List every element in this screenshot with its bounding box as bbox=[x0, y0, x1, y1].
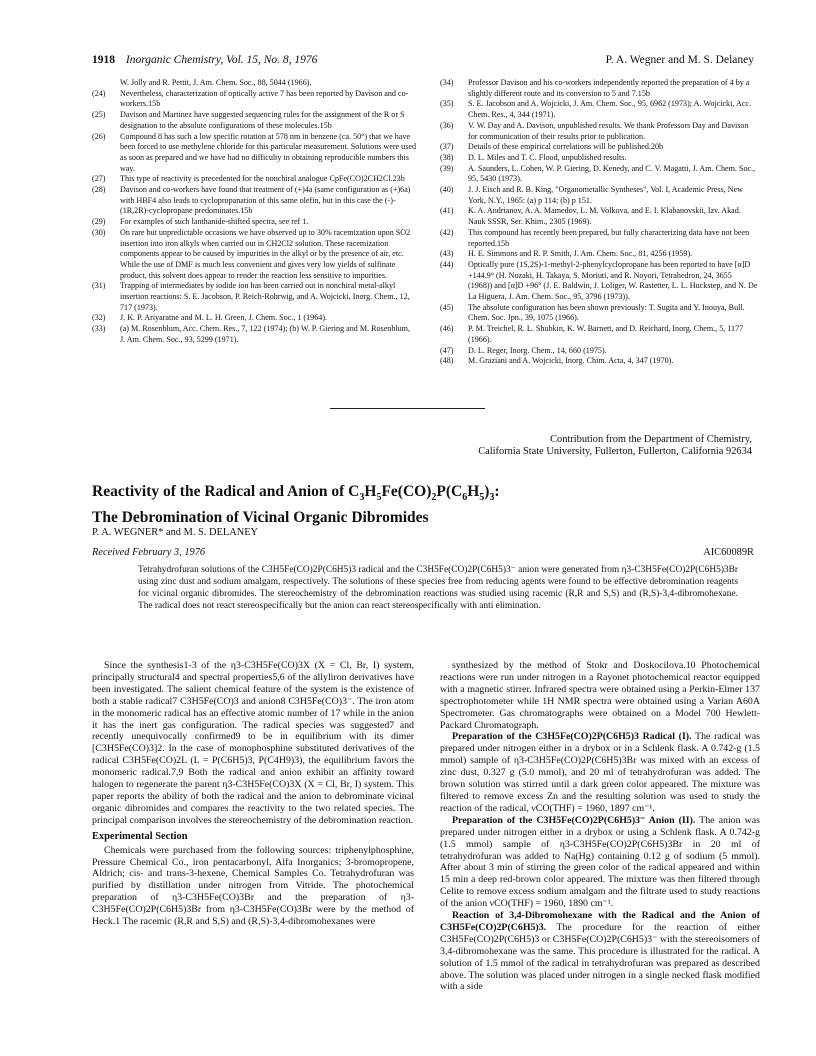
reference-text: D. L. Reger, Inorg. Chem., 14, 660 (1975). bbox=[468, 345, 607, 355]
reference-item bbox=[440, 324, 758, 345]
reference-number bbox=[92, 78, 120, 89]
reference-text: (a) M. Rosenblum, Acc. Chem. Res., 7, 122 (1974); (b) W. P. Giering and M. Rosenblum, J. Am. Chem. Soc., 93, 5299 (1971). bbox=[120, 324, 411, 344]
reference-number: (39) bbox=[440, 163, 454, 173]
reference-number: (30) bbox=[92, 227, 106, 237]
references-left-column bbox=[92, 78, 417, 346]
reference-text: Optically pure (1S,2S)-1-methyl-2-phenylcyclopropane has been reported to have [α]D +144.9° (H. Nozaki, H. Takaya, S. Moriuti, and R. Noyori, Tetrahedron, 24, 3655 (1968)) and [α]D +96° (J. E. Baldwin, J. Loliger, W. Rastetter, L. L. Huckstep, and N. De La Higuera, J. Am. Chem. Soc., 95, 3796 (1973)). bbox=[468, 259, 758, 302]
reference-text: A. Saunders, L. Cohen, W. P. Giering, D. Kenedy, and C. V. Magatti, J. Am. Chem. Soc., 95, 5430 (1973). bbox=[468, 163, 756, 184]
reference-item bbox=[92, 174, 417, 185]
references-right-column bbox=[440, 78, 758, 367]
reference-text: The absolute configuration has been shown previously: T. Sugita and Y. Inouya, Bull. Chem. Soc. Jpn., 39, 1075 (1966). bbox=[468, 302, 745, 323]
reference-number: (42) bbox=[440, 227, 454, 237]
reference-text: Davison and co-workers have found that treatment of (+)4a (same configuration as (+)6a) with HBF4 also leads to cyclopropanation of this same olefin, but in this case the (-)-(1R,2R)-cyclopropane predominates.15b bbox=[120, 185, 411, 216]
abstract: Tetrahydrofuran solutions of the C3H5Fe(CO)2P(C6H5)3 radical and the C3H5Fe(CO)2P(C6H5)3⁻ anion were generated from η3-C3H5Fe(CO)2P(C6H5)3Br using zinc dust and sodium amalgam, respectively. The solutions of these species free from reducing agents were found to be effective debromination reagents for vicinal organic dibromides. The stereochemistry of the debromination reactions was studied using racemic (R,R and S,S) and (R,S)-3,4-dibromohexane. The radical does not react stereospecifically but the anion can react stereospecifically with anti elimination. bbox=[138, 565, 738, 612]
reference-item bbox=[440, 121, 758, 142]
reference-item bbox=[92, 78, 417, 89]
reference-text: W. Jolly and R. Pettit, J. Am. Chem. Soc., 88, 5044 (1966). bbox=[120, 78, 312, 87]
reference-item bbox=[440, 249, 758, 260]
reference-item bbox=[440, 99, 758, 120]
running-header bbox=[92, 54, 754, 72]
reference-item bbox=[440, 346, 758, 357]
reference-text: D. L. Miles and T. C. Flood, unpublished results. bbox=[468, 152, 627, 162]
reference-number: (32) bbox=[92, 313, 106, 323]
reference-item bbox=[92, 313, 417, 324]
reference-text: Compound 8 has such a low specific rotation at 578 nm in benzene (ca. 50°) that we have been forced to use methylene chloride for this particular measurement. Solutions were used as soon as prepared and we have had no difficulty in obtaining reproducible numbers this way. bbox=[120, 131, 416, 173]
reference-text: S. E. Jacobson and A. Wojcicki, J. Am. Chem. Soc., 95, 6962 (1973); A. Wojcicki, Acc. Chem. Res., 4, 344 (1971). bbox=[468, 99, 752, 120]
section-divider bbox=[330, 408, 485, 409]
reference-item bbox=[440, 78, 758, 99]
reference-text: Details of these empirical correlations will be published.20b bbox=[468, 142, 664, 152]
experimental-heading: Experimental Section bbox=[92, 830, 188, 842]
reference-number: (43) bbox=[440, 249, 454, 259]
reference-item bbox=[92, 217, 417, 228]
reference-number: (48) bbox=[440, 356, 454, 366]
reference-number: (31) bbox=[92, 281, 106, 291]
reference-text: P. M. Treichel, R. L. Shubkin, K. W. Barnett, and D. Reichard, Inorg. Chem., 5, 1177 (1966). bbox=[468, 324, 744, 344]
reference-number: (40) bbox=[440, 185, 454, 195]
received-date: Received February 3, 1976 bbox=[92, 547, 206, 558]
reference-item bbox=[440, 164, 758, 185]
article-subtitle: The Debromination of Vicinal Organic Dibromides bbox=[92, 509, 429, 527]
reference-item bbox=[440, 153, 758, 164]
article-code: AIC60089R bbox=[703, 547, 754, 558]
reference-number: (45) bbox=[440, 302, 454, 312]
reference-item bbox=[440, 185, 758, 206]
reference-number: (35) bbox=[440, 99, 454, 109]
reference-item bbox=[92, 185, 417, 217]
reference-item bbox=[92, 228, 417, 282]
reference-text: Trapping of intermediates by iodide ion has been carried out in nonchiral metal-alkyl insertion reactions: S. E. Jacobson, P. Reich-Rohrwig, and A. Wojcicki, Inorg. Chem., 12, 717 (1973). bbox=[120, 281, 410, 312]
reference-item bbox=[440, 356, 758, 367]
reference-number: (33) bbox=[92, 324, 106, 334]
experimental-paragraph: Chemicals were purchased from the following sources: triphenylphosphine, Pressure Chemical Co., iron pentacarbonyl, Alfa Inorganics; 3-bromopropene, Aldrich; cis- and trans-3-hexene, Chemical Samples Co. Tetrahydrofuran was purified by distillation under nitrogen from Vitride. The photochemical preparation of η3-C3H5Fe(CO)3Br and the preparation of η3-C3H5Fe(CO)2P(C6H5)3Br from η3-C3H5Fe(CO)3Br were by the method of Heck.1 The racemic (R,R and S,S) and (R,S)-3,4-dibromohexanes were bbox=[92, 844, 414, 928]
reference-text: J. K. P. Ariyaratne and M. L. H. Green, J. Chem. Soc., 1 (1964). bbox=[120, 313, 328, 323]
reference-text: M. Graziani and A. Wojcicki, Inorg. Chim. Acta, 4, 347 (1970). bbox=[468, 356, 674, 366]
reference-item bbox=[440, 260, 758, 303]
reference-text: H. E. Simmons and R. P. Smith, J. Am. Chem. Soc., 81, 4256 (1959). bbox=[468, 249, 693, 259]
reference-item bbox=[92, 89, 417, 110]
reference-item bbox=[92, 324, 417, 345]
reference-text: On rare but unpredictable occasions we have observed up to 30% racemization upon SO2 insertion into iron alkyls when carried out in CH2Cl2 solution. These racemization components appear to be caused by impurities in the alkyl or by the presence of air, etc. While the use of DMF is much less convenient and gives very low yields of sulfinate product, this solvent does appear to render the reaction less sensitive to impurities. bbox=[120, 227, 411, 280]
reference-item bbox=[440, 228, 758, 249]
reference-text: This type of reactivity is precedented for the nonchiral analogue CpFe(CO)2CH2Cl.23b bbox=[120, 174, 405, 184]
article-authors: P. A. WEGNER* and M. S. DELANEY bbox=[92, 527, 259, 538]
radical-prep-paragraph: Preparation of the C3H5Fe(CO)2P(C6H5)3 Radical (I). The radical was prepared under nitrogen either in a drybox or in a Schlenk flask. A 0.742-g (1.5 mmol) sample of η3-C3H5Fe(CO)2P(C6H5)3Br was mixed with an excess of zinc dust, 0.327 g (5.0 mmol), and 20 ml of tetrahydrofuran was added. The brown solution was stirred until a dark green color appeared. The mixture was filtered to remove excess Zn and the resulting solution was used to study the reaction of the radical, νCO(THF) = 1960, 1897 cm⁻¹. bbox=[440, 731, 760, 814]
reference-item bbox=[92, 110, 417, 131]
reference-number: (24) bbox=[92, 88, 106, 98]
body-right-column bbox=[440, 660, 760, 993]
methods-paragraph: synthesized by the method of Stokr and Doskocilova.10 Photochemical reactions were run under nitrogen in a Rayonet photochemical reactor equipped with a magnetic stirrer. Infrared spectra were obtained using a Perkin-Elmer 137 spectrophotometer while 1H NMR spectra were obtained using a Varian A60A Spectrometer. Gas chromatographs were obtained on a Model 700 Hewlett-Packard Chromatograph. bbox=[440, 660, 760, 731]
reference-number: (36) bbox=[440, 120, 454, 130]
contribution-note bbox=[312, 434, 752, 458]
reference-text: For examples of such lanthanide-shifted spectra, see ref 1. bbox=[120, 217, 309, 227]
reference-number: (25) bbox=[92, 110, 106, 120]
reference-text: Professor Davison and his co-workers independently reported the preparation of 4 by a slightly different route and its conversion to 5 and 7.15b bbox=[468, 78, 750, 98]
reference-number: (41) bbox=[440, 206, 454, 216]
contribution-line-2: California State University, Fullerton, Fullerton, California 92634 bbox=[478, 446, 752, 458]
page-number: 1918 bbox=[92, 54, 115, 66]
body-left-column bbox=[92, 660, 414, 928]
reference-item bbox=[440, 303, 758, 324]
anion-prep-paragraph: Preparation of the C3H5Fe(CO)2P(C6H5)3⁻ Anion (II). The anion was prepared under nitrogen either in a drybox or using a Schlenk flask. A 0.742-g (1.5 mmol) sample of η3-C3H5Fe(CO)2P(C6H5)3Br in 20 ml of tetrahydrofuran was added to Na(Hg) containing 0.12 g of sodium (5 mmol). After about 3 min of stirring the green color of the radical appeared and within 15 min a deep red-brown color appeared. The mixture was then filtered through Celite to remove excess sodium amalgam and the filtrate used to study reactions of the anion νCO(THF) = 1960, 1890 cm⁻¹. bbox=[440, 814, 760, 910]
reference-number: (29) bbox=[92, 217, 106, 227]
reference-text: This compound has recently been prepared, but fully characterizing data have not been reported.15b bbox=[468, 227, 750, 248]
article-title: Reactivity of the Radical and Anion of $C_3H_5Fe(CO)_2P(C_6H_5)_3$: The Debromination of Vicinal Organic Dibromides bbox=[92, 483, 500, 527]
reference-number: (37) bbox=[440, 142, 454, 152]
journal-citation: Inorganic Chemistry, Vol. 15, No. 8, 1976 bbox=[125, 54, 318, 66]
reference-number: (46) bbox=[440, 324, 454, 334]
reference-item bbox=[440, 142, 758, 153]
introduction-paragraph: Since the synthesis1-3 of the η3-C3H5Fe(CO)3X (X = Cl, Br, I) system, principally structural4 and spectral properties5,6 of the allyliron derivatives have been investigated. The salient chemical feature of the system is the existence of both a stable radical7 C3H5Fe(CO)3 and anion8 C3H5Fe(CO)3⁻. The iron atom in the monomeric radical has an effective atomic number of 17 while in the anion it has the inert gas configuration. The radical species was suggested7 and recently unequivocally confirmed9 to be in equilibrium with its dimer [C3H5Fe(CO)3]2. In the case of monophosphine substituted derivatives of the radical C3H5Fe(CO)2L (L = P(C6H5)3, P(C4H9)3), the equilibrium favors the monomeric radical.7,9 Both the radical and anion exhibit an affinity toward halogen to regenerate the parent η3-C3H5Fe(CO)3X (X = Cl, Br, I) system. This paper reports the ability of both the radical and the anion to debrominate vicinal organic dibromides and compares the reactivity to the two related species. The principal comparison involves the stereochemistry of the debromination reaction. bbox=[92, 660, 414, 826]
reaction-paragraph: Reaction of 3,4-Dibromohexane with the Radical and the Anion of C3H5Fe(CO)2P(C6H5)3. The procedure for the reaction of either C3H5Fe(CO)2P(C6H5)3 or C3H5Fe(CO)2P(C6H5)3⁻ with the stereoisomers of 3,4-dibromohexane was the same. This procedure is illustrated for the radical. A solution of 1.5 mmol of the radical in tetrahydrofuran was prepared as described above. The solution was placed under nitrogen in a single necked flask modified with a side bbox=[440, 910, 760, 993]
reference-text: V. W. Day and A. Davison, unpublished results. We thank Professors Day and Davison for communication of their results prior to publication. bbox=[468, 120, 749, 141]
header-authors: P. A. Wegner and M. S. Delaney bbox=[605, 54, 754, 66]
reference-number: (38) bbox=[440, 152, 454, 162]
reference-item bbox=[92, 281, 417, 313]
reference-number: (26) bbox=[92, 131, 106, 141]
reference-item bbox=[92, 132, 417, 175]
reference-number: (44) bbox=[440, 259, 454, 269]
reference-text: K. A. Andrianov, A. A. Mamedov, L. M. Volkova, and E. I. Klabanovskii, Izv. Akad. Nauk SSSR, Ser. Khim., 2305 (1969). bbox=[468, 206, 741, 227]
reference-number: (34) bbox=[440, 78, 454, 87]
reference-number: (28) bbox=[92, 185, 106, 195]
reference-text: Davison and Martinez have suggested sequencing rules for the assignment of the R or S designation to the absolute configurations of these molecules.15b bbox=[120, 110, 405, 130]
contribution-line-1: Contribution from the Department of Chemistry, bbox=[550, 434, 752, 445]
reference-number: (27) bbox=[92, 174, 106, 184]
reference-text: Nevertheless, characterization of optically active 7 has been reported by Davison and co-workers.15b bbox=[120, 88, 409, 109]
reference-number: (47) bbox=[440, 345, 454, 355]
reference-item bbox=[440, 206, 758, 227]
reference-text: J. J. Eisch and R. B. King, "Organometallic Syntheses", Vol. I, Academic Press, New York, N.Y., 1965: (a) p 114; (b) p 151. bbox=[468, 185, 744, 205]
